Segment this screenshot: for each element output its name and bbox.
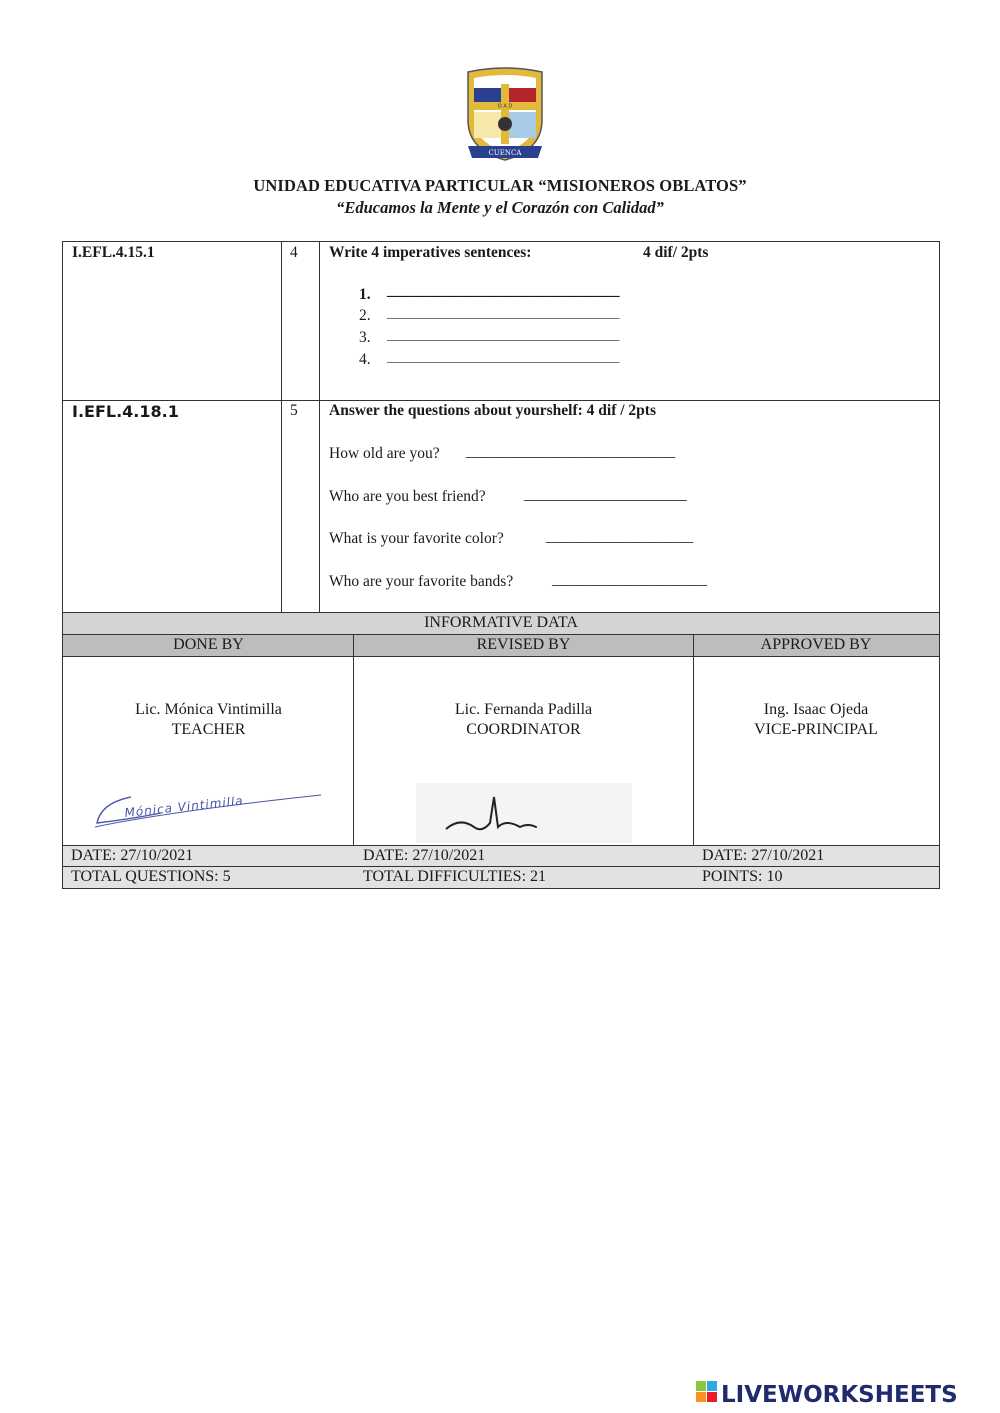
school-name: UNIDAD EDUCATIVA PARTICULAR “MISIONEROS OBLATOS” bbox=[253, 176, 747, 195]
answer-line-color[interactable]: ___________________ bbox=[546, 528, 694, 545]
question-title: Answer the questions about yourshelf: 4 dif / 2pts bbox=[329, 402, 656, 419]
vice-principal-role: VICE-PRINCIPAL bbox=[754, 721, 878, 738]
total-difficulties: TOTAL DIFFICULTIES: 21 bbox=[363, 868, 547, 885]
question-score: 4 dif/ 2pts bbox=[643, 244, 709, 261]
question-prompt: What is your favorite color? bbox=[329, 530, 504, 547]
question-code: I.EFL.4.18.1 bbox=[72, 402, 179, 421]
teacher-name: Lic. Mónica Vintimilla bbox=[135, 701, 282, 718]
row-divider bbox=[63, 400, 939, 401]
answer-line-1[interactable]: ______________________________ bbox=[387, 282, 620, 299]
svg-text:Mónica Vintimilla: Mónica Vintimilla bbox=[123, 793, 245, 820]
answer-line-age[interactable]: ___________________________ bbox=[466, 443, 676, 460]
school-motto: “Educamos la Mente y el Corazón con Calidad” bbox=[336, 198, 664, 217]
teacher-role: TEACHER bbox=[171, 721, 246, 738]
column-divider bbox=[281, 242, 282, 612]
total-points: POINTS: 10 bbox=[702, 868, 783, 885]
question-number: 4 bbox=[290, 244, 298, 261]
item-number: 1. bbox=[359, 286, 371, 303]
column-header-revised-by: REVISED BY bbox=[476, 636, 571, 653]
answer-line-bands[interactable]: ____________________ bbox=[552, 571, 707, 588]
question-code: I.EFL.4.15.1 bbox=[72, 244, 155, 261]
question-prompt: Who are your favorite bands? bbox=[329, 573, 514, 590]
question-title: Write 4 imperatives sentences: bbox=[329, 244, 532, 261]
column-divider bbox=[319, 242, 320, 612]
svg-text:CUENCA: CUENCA bbox=[488, 149, 522, 157]
item-number: 2. bbox=[359, 307, 371, 324]
column-header-done-by: DONE BY bbox=[173, 636, 244, 653]
answer-line-2[interactable]: ______________________________ bbox=[387, 304, 620, 321]
teacher-signature bbox=[91, 783, 326, 833]
answer-line-friend[interactable]: _____________________ bbox=[524, 486, 687, 503]
coordinator-signature bbox=[416, 783, 632, 843]
liveworksheets-logo[interactable] bbox=[692, 1377, 992, 1407]
answer-line-3[interactable]: ______________________________ bbox=[387, 326, 620, 343]
date-revised: DATE: 27/10/2021 bbox=[363, 847, 486, 864]
totals-row bbox=[63, 867, 939, 888]
coordinator-role: COORDINATOR bbox=[466, 721, 581, 738]
column-header-approved-by: APPROVED BY bbox=[760, 636, 872, 653]
date-row bbox=[63, 846, 939, 867]
date-approved: DATE: 27/10/2021 bbox=[702, 847, 825, 864]
vice-principal-name: Ing. Isaac Ojeda bbox=[763, 701, 869, 718]
informative-title-bar bbox=[63, 613, 939, 635]
questions-table bbox=[62, 241, 940, 613]
school-crest-logo bbox=[460, 62, 550, 166]
question-number: 5 bbox=[290, 402, 298, 419]
answer-line-4[interactable]: ______________________________ bbox=[387, 348, 620, 365]
informative-data-table bbox=[62, 612, 940, 889]
column-header-bar bbox=[63, 635, 939, 657]
item-number: 4. bbox=[359, 351, 371, 368]
question-prompt: Who are you best friend? bbox=[329, 488, 486, 505]
total-questions: TOTAL QUESTIONS: 5 bbox=[71, 868, 231, 885]
signature-scribble bbox=[416, 783, 632, 843]
svg-text:O A D: O A D bbox=[497, 103, 513, 110]
informative-title: INFORMATIVE DATA bbox=[424, 614, 578, 631]
question-prompt: How old are you? bbox=[329, 445, 440, 462]
coordinator-name: Lic. Fernanda Padilla bbox=[454, 701, 593, 718]
date-done: DATE: 27/10/2021 bbox=[71, 847, 194, 864]
svg-text:LIVEWORKSHEETS: LIVEWORKSHEETS bbox=[721, 1382, 958, 1407]
item-number: 3. bbox=[359, 329, 371, 346]
